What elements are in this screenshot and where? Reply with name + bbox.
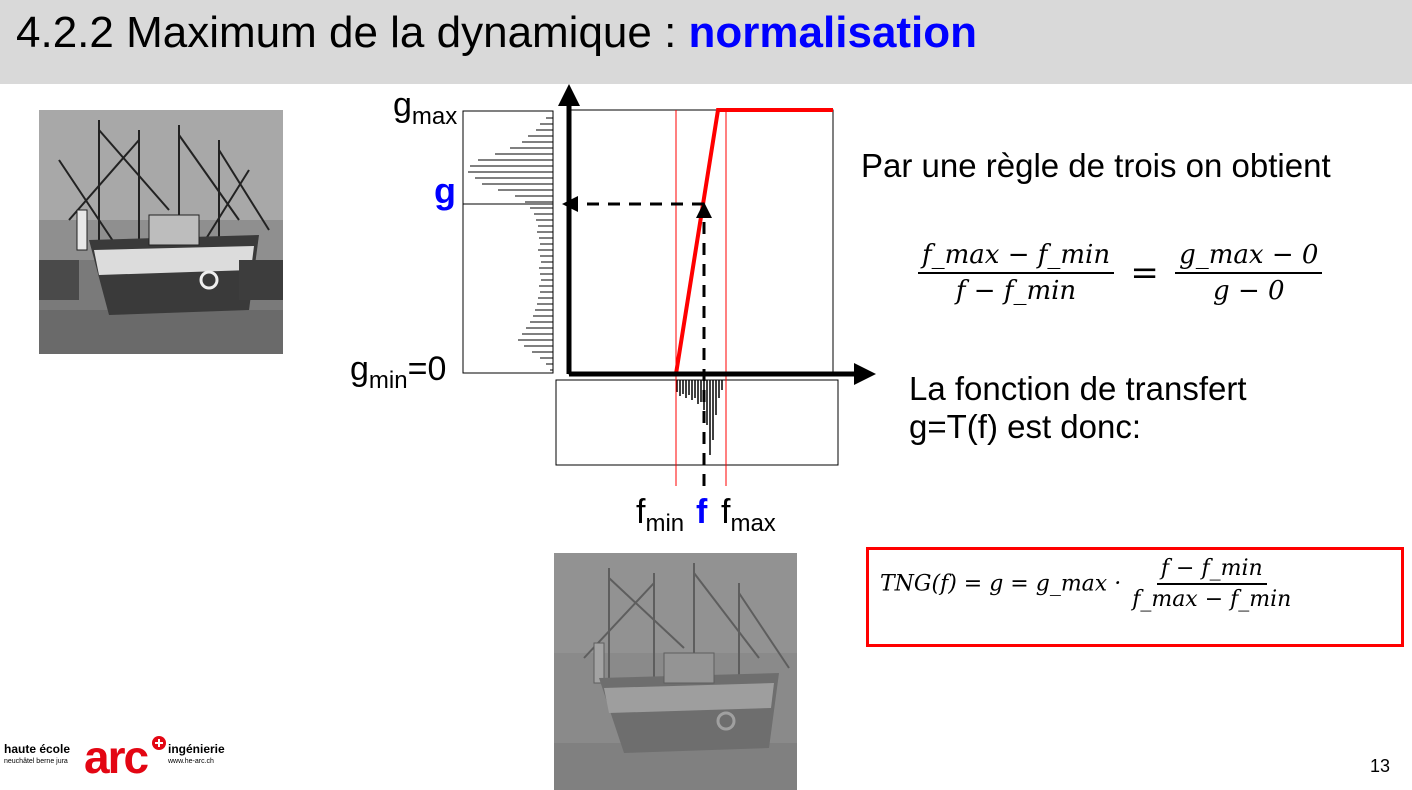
- title-highlight: normalisation: [688, 8, 978, 57]
- left-numerator: f_max − f_min: [918, 240, 1114, 274]
- tng-numerator: f − f_min: [1157, 556, 1267, 585]
- title-prefix: 4.2.2 Maximum de la dynamique :: [16, 8, 689, 57]
- school-name: haute école: [4, 742, 71, 756]
- transfer-curve: [569, 110, 833, 374]
- left-denominator: f − f_min: [955, 276, 1077, 306]
- gmin-sub: min: [368, 366, 408, 394]
- fmax-base: f: [721, 493, 731, 531]
- fmax-sub: max: [730, 509, 776, 537]
- f-label: f: [696, 493, 708, 531]
- gmin-base: g: [350, 350, 369, 388]
- transfer-line-1: La fonction de transfert: [909, 370, 1247, 407]
- fmin-sub: min: [645, 509, 685, 537]
- brand-arc: arc: [84, 731, 148, 783]
- input-histogram-bars: [677, 380, 722, 455]
- right-numerator: g_max − 0: [1175, 240, 1322, 274]
- transfer-line-2: g=T(f) est donc:: [909, 408, 1142, 445]
- he-arc-logo: [4, 731, 244, 784]
- tng-lhs: TNG(f) = g = g_max ·: [880, 571, 1122, 597]
- rule-of-three-text: Par une règle de trois on obtient: [861, 147, 1331, 184]
- school-region: neuchâtel berne jura: [4, 758, 68, 765]
- tng-denominator: f_max − f_min: [1132, 587, 1292, 612]
- swiss-cross-icon: [152, 736, 166, 750]
- fmax-label: [721, 493, 776, 538]
- gmax-label: [393, 86, 457, 131]
- tng-fraction: [1128, 556, 1295, 612]
- gmin-label: [350, 350, 446, 395]
- left-fraction: [918, 240, 1114, 306]
- equals-sign: =: [1130, 253, 1159, 293]
- tng-equation: [880, 556, 1295, 612]
- right-denominator: g − 0: [1213, 276, 1285, 306]
- page-number: 13: [1370, 756, 1391, 776]
- y-axis-arrowhead: [558, 84, 580, 106]
- gmin-suffix: =0: [407, 350, 447, 388]
- gmax-sub: max: [411, 102, 458, 130]
- rule-of-three-equation: [918, 240, 1322, 306]
- output-histogram-bars: [468, 118, 553, 370]
- department: ingénierie: [168, 742, 225, 756]
- gmax-base: g: [393, 86, 412, 124]
- g-label: g: [434, 170, 456, 211]
- plot-box: [569, 110, 833, 374]
- input-histogram-box: [556, 380, 838, 465]
- fmin-base: f: [636, 493, 646, 531]
- website: www.he-arc.ch: [168, 758, 214, 765]
- right-fraction: [1175, 240, 1322, 306]
- fmin-label: [636, 493, 684, 538]
- transfer-function-text: [909, 370, 1247, 446]
- x-axis-arrowhead: [854, 363, 876, 385]
